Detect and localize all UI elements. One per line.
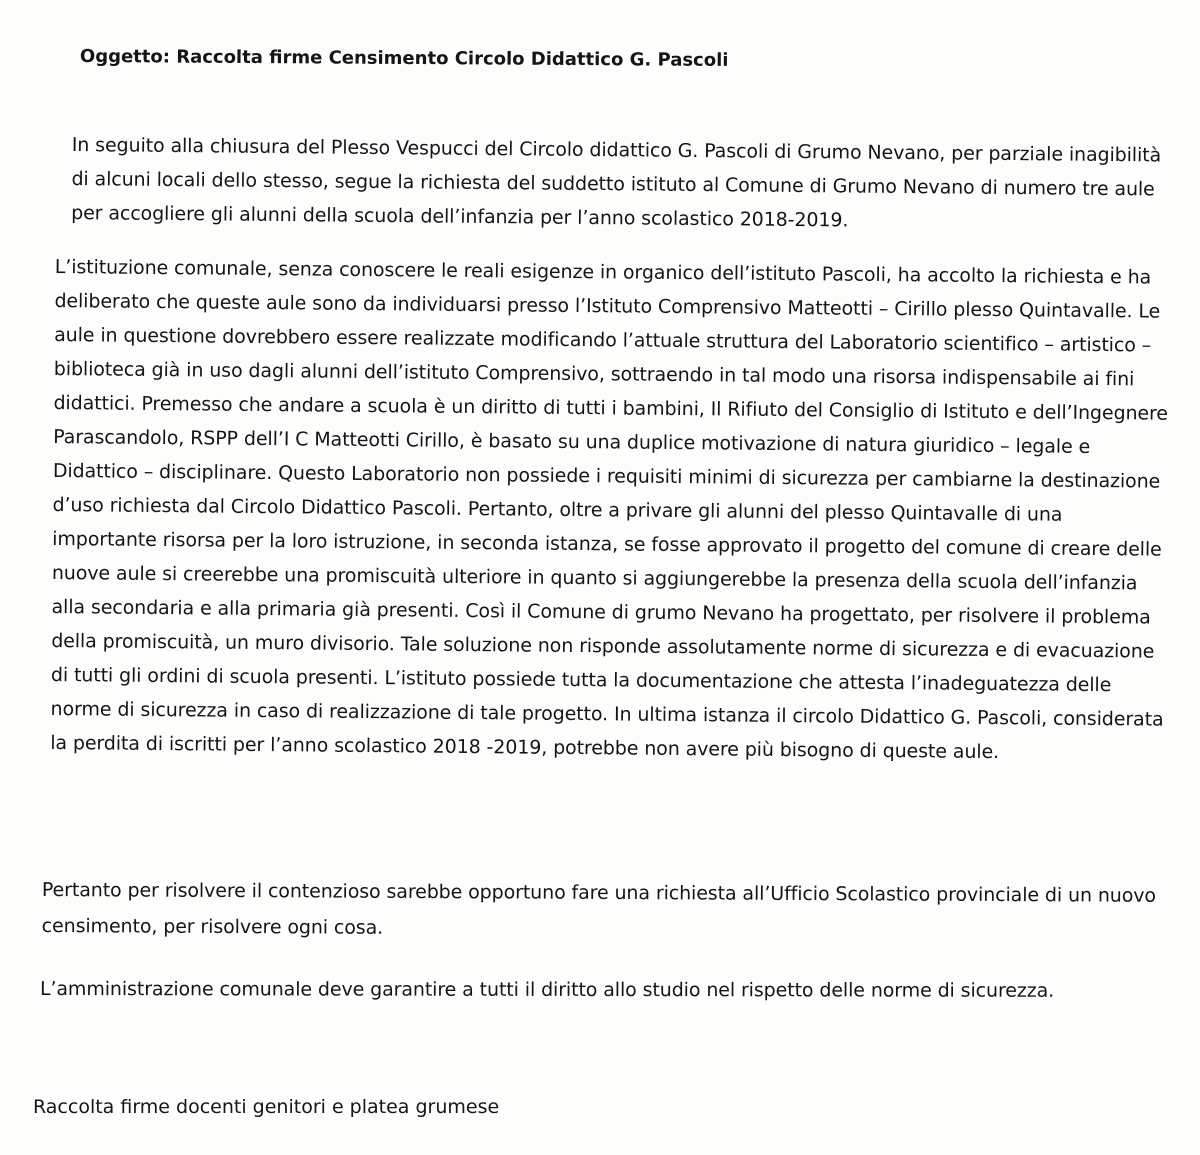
subject-line: Oggetto: Raccolta firme Censimento Circolo Didattico G. Pascoli — [79, 46, 729, 71]
paragraph-closure-request: In seguito alla chiusura del Plesso Vespucci del Circolo didattico G. Pascoli di Grumo Nevano, per parziale inagibilità di alcuni locali dello stesso, segue la richiesta del suddetto istituto al Comune di Grumo Nevano di numero tre aule per accogliere gli alunni della scuola dell’infanzia per l’anno scolastico 2018-2019. — [71, 133, 1162, 232]
paragraph-census-proposal: Pertanto per risolvere il contenzioso sarebbe opportuno fare una richiesta all’Ufficio Scolastico provinciale di un nuovo censimento, per risolvere ogni cosa. — [41, 878, 1157, 939]
paragraph-safety-guarantee: L’amministrazione comunale deve garantire a tutti il diritto allo studio nel rispetto delle norme di sicurezza. — [39, 978, 1055, 1002]
paragraph-institution-decision: L’istituzione comunale, senza conoscere le reali esigenze in organico dell’istituto Pascoli, ha accolto la richiesta e ha deliberato che queste aule sono da individuarsi presso l’Istituto Comprensivo Matteotti – Cirillo plesso Quintavalle. Le aule in questione dovrebbero essere realizzate modificando l’attuale struttura del Laboratorio scientifico – artistico – biblioteca già in uso dagli alunni dell’istituto Comprensivo, sottraendo in tal modo una risorsa indispensabile ai fini didattici. Premesso che andare a scuola è un diritto di tutti i bambini, Il Rifiuto del Consiglio di Istituto e dell’Ingegnere Parascandolo, RSPP dell’I C Matteotti Cirillo, è basato su una duplice motivazione di natura giuridico – legale e Didattico – disciplinare. Questo Laboratorio non possiede i requisiti minimi di sicurezza per cambiarne la destinazione d’uso richiesta dal Circolo Didattico Pascoli. Pertanto, oltre a privare gli alunni del plesso Quintavalle di una importante risorsa per la loro istruzione, in seconda istanza, se fosse approvato il progetto del comune di creare delle nuove aule si creerebbe una promiscuità ulteriore in quanto si aggiungerebbe la presenza della scuola dell’infanzia alla secondaria e alla primaria già presenti. Così il Comune di grumo Nevano ha progettato, per risolvere il problema della promiscuità, un muro divisorio. Tale soluzione non risponde assolutamente norme di sicurezza e di evacuazione di tutti gli ordini di scuola presenti. L’istituto possiede tutta la documentazione che attesta l’inadeguatezza delle norme di sicurezza in caso di realizzazione di tale progetto. In ultima istanza il circolo Didattico G. Pascoli, considerata la perdita di iscritti per l’anno scolastico 2018 -2019, potrebbe non avere più bisogno di queste aule. — [50, 255, 1169, 764]
signatures-line: Raccolta firme docenti genitori e platea grumese — [33, 1096, 500, 1118]
